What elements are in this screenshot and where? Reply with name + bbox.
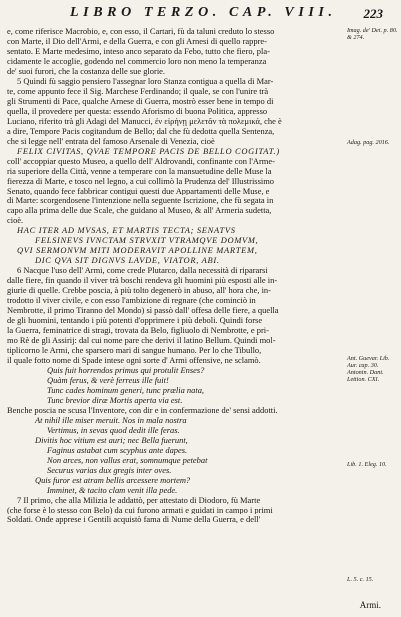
text-line: Divitis hoc vitium est auri; nec Bella fuerunt, [35, 434, 188, 445]
text-line: quella, il provedere per questa: essendo Aforismo di buona Politica, appresso [7, 105, 268, 116]
text-line: Imminet, & tacito clam venit illa pede. [47, 484, 178, 495]
text-line: Benche poscia ne scusa l'Inventore, con dir e in confermazione de' sensi addotti. [7, 404, 278, 415]
text-line: Nembrotte, il primo Tiranno del Mondo) sì passò dall' offesa delle fiere, a quella [7, 305, 279, 316]
page-number: 223 [363, 6, 383, 21]
catchword: Armi. [359, 600, 381, 610]
text-line: 5 Quindi fù saggio pensiero l'assegnar loro Stanza contigua a quella di Mar- [17, 75, 274, 86]
text-line: ria superiore della Città, venne a temperare con la mansuetudine delle Muse la [7, 165, 272, 176]
text-line: trodotto il viver civile, e con esso l'ambizione di regnare (che cominciò in [7, 295, 256, 306]
text-line: tiplicorno le Armi, che sparsero mari di sangue humano. Per lo che Tibullo, [7, 345, 262, 355]
chapter-title: LIBRO TERZO. CAP. VIII. [70, 5, 337, 20]
text-line: Quis fuit horrendos primus qui protulit Enses? [47, 364, 205, 375]
text-line: fierezza di Marte, e tosco nel legno, a cui collimò la Prudenza del' Illustrissimo [7, 175, 274, 186]
text-line: Non arces, non vallus erat, somnumque petebat [47, 454, 208, 465]
text-line: di Marte: scorgendosene l'intenzione nella seguente Iscrizione, che fù segata in [7, 195, 274, 206]
text-line: Luciano, riferito trà gli Adagi del Manucci, ἐν εἰρήνῃ μελετᾶν τὰ πολεμικά, che è [7, 115, 282, 126]
text-line: Vertimus, in sevas quod dedit ille feras. [47, 424, 180, 435]
margin-note: Ant. Guevar. Lib. Aur. cap. 30. Antonin. Dant. Lettion. CXI. [347, 355, 390, 383]
margin-note: Imag. de' Dei. p. 80. & 274. [347, 27, 398, 41]
text-line: con Marte, il Dio dell'Armi, e della Guerra, e con gli Arnesi di quello rappre- [7, 35, 267, 46]
text-line: sentato. E Marte medesimo, inteso anco separato da Febo, tutto che fiero, pla- [7, 45, 270, 56]
text-line: 6 Nacque l'uso dell' Armi, come crede Plutarco, dalla necessità di ripararsi [17, 265, 268, 276]
text-line: Senato, quando fece fabbricar contigui questi due Appartamenti delle Muse, e [7, 185, 270, 196]
text-line: capo alla prima delle due Scale, che guidano al Museo, & all' Armeria sudetta, [7, 205, 272, 216]
text-line: 7 Il primo, che alla Milizia le addattò, per attestato di Diodoro, fù Marte [17, 494, 261, 505]
text-line: Soldati. Onde apprese i Gentili acquistò fama di Nume della Guerra, e dell' [7, 514, 261, 525]
text-line: Securus varias dux gregis inter oves. [47, 464, 172, 475]
text-line: HAC ITER AD MVSAS, ET MARTIS TECTA; SENATVS [17, 225, 236, 236]
text-line: FELIX CIVITAS, QVAE TEMPORE PACIS DE BELLO COGITAT.) [17, 145, 280, 156]
text-line: a dire, Tempore Pacis cogitandum de Bello; dal che fù dedotta quella Sentenza, [7, 125, 275, 136]
text-line: cidamente le accoglie, godendo nel commercio loro non meno la temperanza [7, 55, 267, 66]
text-line: che si legge nell' entrata del famoso Arsenale di Venezia, cioè [7, 135, 215, 146]
text-line: dalle fiere, fin quando il viver trà boschi rendeva gli huomini più esposti alle in- [7, 275, 278, 286]
text-line: Tunc brevior diræ Mortis aperta via est. [47, 394, 183, 405]
margin-note: Adag. pag. 2016. [347, 139, 390, 146]
text-line: Tunc cades hominum generi, tunc prælia nata, [47, 384, 205, 395]
text-line: coll' accoppiar questo Museo, a quello dell' Aldrovandi, confinante con l'Arme- [7, 155, 275, 166]
running-header [0, 5, 401, 25]
margin-note: Lib. 1. Eleg. 10. [347, 461, 387, 468]
text-line: Quis furor est atram bellis arcessere mortem? [35, 474, 191, 485]
text-line: FELSINEVS IVNCTAM STRVXIT VTRAMQVE DOMVM, [35, 235, 259, 246]
margin-note: L. 5. c. 15. [347, 576, 374, 583]
text-line: e, come riferisce Macrobio, e, con esso, il Cartari, fù da taluni creduto lo stesso [7, 26, 275, 36]
text-line: la Guerra, feminatrice di stragi, trovata da Belo, figliuolo di Nembrotte, e pri- [7, 325, 269, 336]
text-line: cioè. [7, 215, 24, 226]
text-line: de gli huomini, tentando i più potenti d'opprimere i più deboli. Quindi forse [7, 315, 263, 326]
text-line: mo Rè de gli Assirij: dal cui nome pare che derivi il latino Bellum. Quindi mol- [7, 335, 276, 345]
text-line: il quale fotto nome di Spade intese ogni sorte d' Armi offensive, ne sclamò. [7, 354, 261, 365]
text-line: Quàm ferus, & verè ferreus ille fuit! [47, 374, 169, 385]
body-text [7, 26, 342, 524]
text-line: de' suoi furori, che la costanza delle sue glorie. [7, 65, 166, 76]
text-line: Faginus astabat cum scyphus ante dapes. [47, 444, 188, 455]
text-line: (che forse è lo stesso con Belo) da cui furono armati e guidati in campo i primi [7, 504, 273, 515]
text-line: te, come appunto fece il Sig. Marchese Ferdinando; il quale, se con l'unire trà [7, 85, 269, 96]
text-line: gli Strumenti di Pace, qualche Arnese di Guerra, mostrò esser bene in tempo di [7, 95, 274, 106]
text-line: At nihil ille miser meruit. Nos in mala nostra [35, 414, 187, 425]
text-line: DIC QVA SIT DIGNVS LAVDE, VIATOR, ABI. [35, 255, 220, 266]
text-line: QVI SERMONVM MITI MODERAVIT APOLLINE MARTEM, [17, 245, 258, 256]
text-line: giurie di quelle. Crebbe poscia, à più tolto degenerò in abuso, all' hora che, in- [7, 285, 271, 296]
